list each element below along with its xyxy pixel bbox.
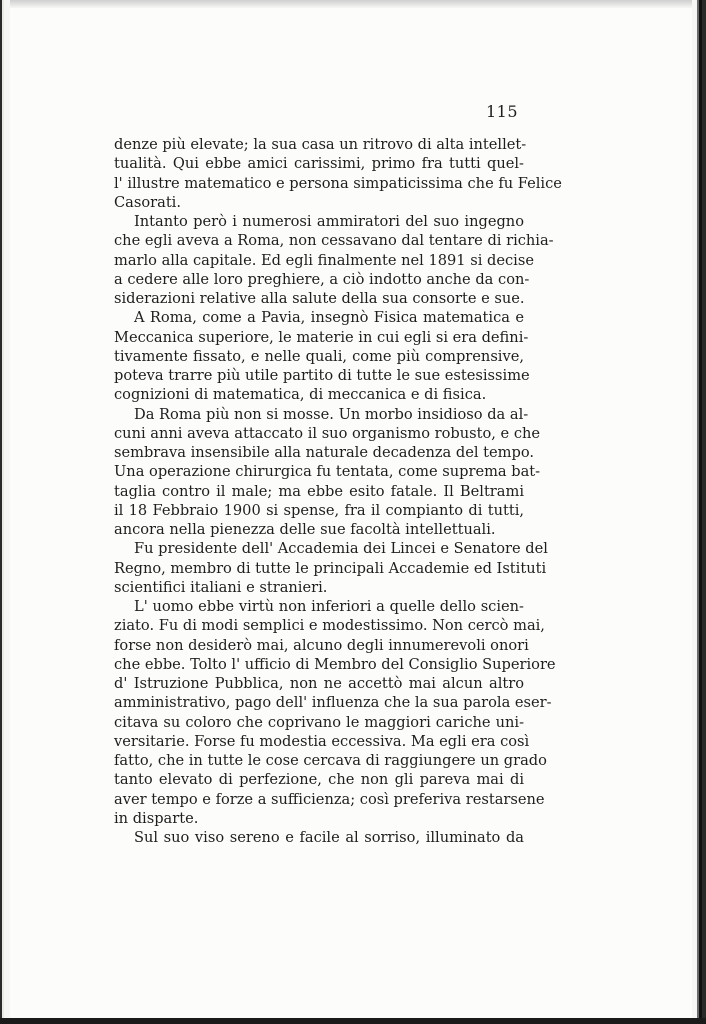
text-line: Sul suo viso sereno e facile al sorriso, illuminato da [134,829,524,846]
text-line: cuni anni aveva attaccato il suo organismo robusto, e che [114,424,541,442]
scan-edge-right [692,0,706,1024]
text-line: poteva trarre più utile partito di tutte le sue estesissime [114,367,530,384]
scan-edge-bottom [0,1018,706,1024]
text-line: tualità. Qui ebbe amici carissimi, primo fra tutti quel- [114,155,524,173]
text-line: tanto elevato di perfezione, che non gli pareva mai di [114,771,524,789]
text-line: Casorati. [114,193,181,211]
text-line: scientifici italiani e stranieri. [114,578,328,596]
text-line: in disparte. [114,809,199,827]
text-line: Regno, membro di tutte le principali Accademie ed Istituti [114,559,547,577]
text-line: versitarie. Forse fu modestia eccessiva. Ma egli era così [114,732,530,750]
text-line: Una operazione chirurgica fu tentata, come suprema bat- [114,463,541,481]
text-line: che ebbe. Tolto l' ufficio di Membro del Consiglio Superiore [114,655,556,673]
text-line: d' Istruzione Pubblica, non ne accettò mai alcun altro [114,675,524,692]
page-number: 115 [486,102,519,121]
text-line: taglia contro il male; ma ebbe esito fatale. Il Beltrami [114,482,524,500]
text-line: ziato. Fu di modi semplici e modestissimo. Non cercò mai, [114,617,545,635]
scan-edge-left [0,0,10,1024]
text-line: il 18 Febbraio 1900 si spense, fra il compianto di tutti, [114,501,524,519]
text-line: cognizioni di matematica, di meccanica e di fisica. [114,386,487,404]
text-line: tivamente fissato, e nelle quali, come più comprensive, [114,347,524,365]
text-line: aver tempo e forze a sufficienza; così preferiva restarsene [114,790,545,808]
scan-edge-top [0,0,706,8]
text-line: l' illustre matematico e persona simpaticissima che fu Felice [114,174,562,192]
text-line: denze più elevate; la sua casa un ritrovo di alta intellet- [114,136,527,153]
text-line: ancora nella pienezza delle sue facoltà intellettuali. [114,521,496,538]
text-line: L' uomo ebbe virtù non inferiori a quelle dello scien- [134,598,524,615]
text-line: Meccanica superiore, le materie in cui egli si era defini- [114,328,529,346]
text-line: siderazioni relative alla salute della sua consorte e sue. [114,290,525,307]
text-line: a cedere alle loro preghiere, a ciò indotto anche da con- [114,270,530,288]
text-line: Fu presidente dell' Accademia dei Lincei e Senatore del [134,540,548,558]
text-line: citava su coloro che coprivano le maggiori cariche uni- [114,713,524,731]
text-line: sembrava insensibile alla naturale decadenza del tempo. [114,444,535,461]
text-line: A Roma, come a Pavia, insegnò Fisica matematica e [134,309,524,327]
text-line: Da Roma più non si mosse. Un morbo insidioso da al- [134,405,529,423]
text-line: amministrativo, pago dell' influenza che la sua parola eser- [114,694,552,712]
text-line: marlo alla capitale. Ed egli finalmente nel 1891 si decise [114,251,534,269]
text-line: che egli aveva a Roma, non cessavano dal tentare di richia- [114,232,554,250]
text-line: forse non desiderò mai, alcuno degli innumerevoli onori [114,636,529,654]
body-text [114,135,562,847]
text-line: Intanto però i numerosi ammiratori del suo ingegno [134,213,524,230]
text-line: fatto, che in tutte le cose cercava di raggiungere un grado [114,752,547,769]
